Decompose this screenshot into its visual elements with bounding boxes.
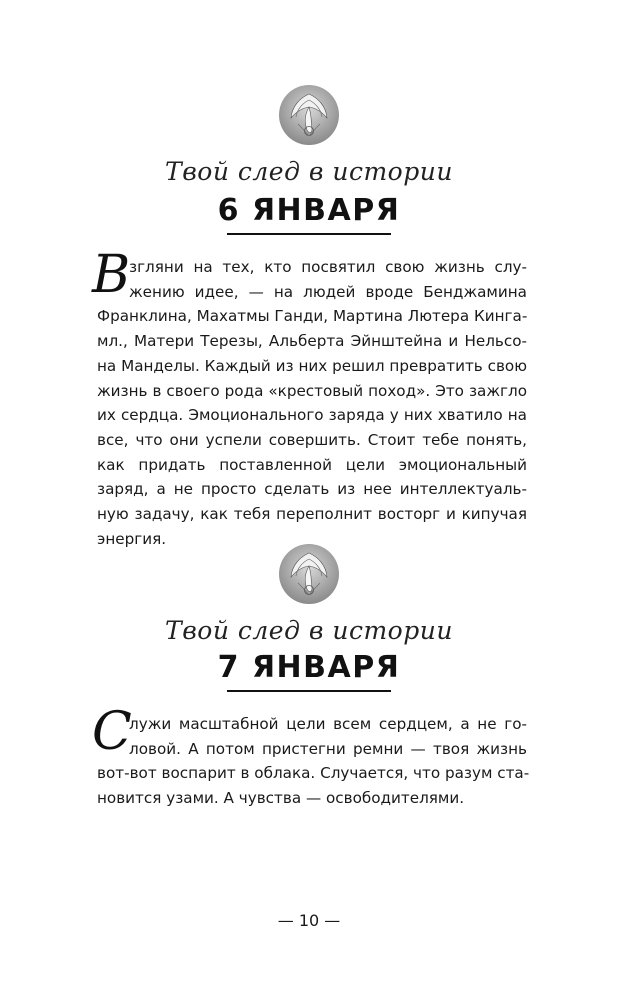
text-line: как придать поставленной цели эмоциональный [97,455,527,474]
heading-underline [227,690,391,692]
dropcap: С [92,702,132,762]
text-line: их сердца. Эмоционального заряда у них хватило на [97,406,527,425]
text-line: все, что они успели совершить. Стоит тебе понять, [97,430,527,449]
text-line: Франклина, Махатмы Ганди, Мартина Лютера Кинга- [97,307,528,326]
text-line: лужи масштабной цели всем сердцем, а не го- [129,715,527,733]
dropcap: В [92,245,131,305]
body-paragraph [97,712,530,811]
text-line: энергия. [97,529,167,548]
text-line: на Манделы. Каждый из них решил превратить свою [97,356,527,375]
section-script-title: Твой след в истории [165,157,453,186]
text-line: новится узами. А чувства — освободителями. [97,789,465,808]
crane-emblem-icon [278,543,340,605]
text-line: згляни на тех, кто посвятил свою жизнь слу- [129,258,527,276]
body-paragraph [97,255,527,551]
section-script-title: Твой след в истории [165,616,453,645]
date-heading: 7 ЯНВАРЯ [217,650,401,685]
text-line: ную задачу, как тебя переполнит восторг и кипучая [97,505,527,524]
text-line: жению идее, — на людей вроде Бенджамина [129,282,527,301]
date-heading: 6 ЯНВАРЯ [217,193,401,228]
text-line: мл., Матери Терезы, Альберта Эйнштейна и Нельсо- [97,332,527,351]
heading-underline [227,233,391,235]
page-number: — 10 — [277,911,341,930]
text-line: ловой. А потом пристегни ремни — твоя жизнь [129,739,527,758]
text-line: заряд, а не просто сделать из нее интеллектуаль- [97,480,527,499]
text-line: жизнь в своего рода «крестовый поход». Это зажгло [97,381,527,400]
text-line: вот-вот воспарит в облака. Случается, что разум ста- [97,764,530,783]
crane-emblem-icon [278,84,340,146]
